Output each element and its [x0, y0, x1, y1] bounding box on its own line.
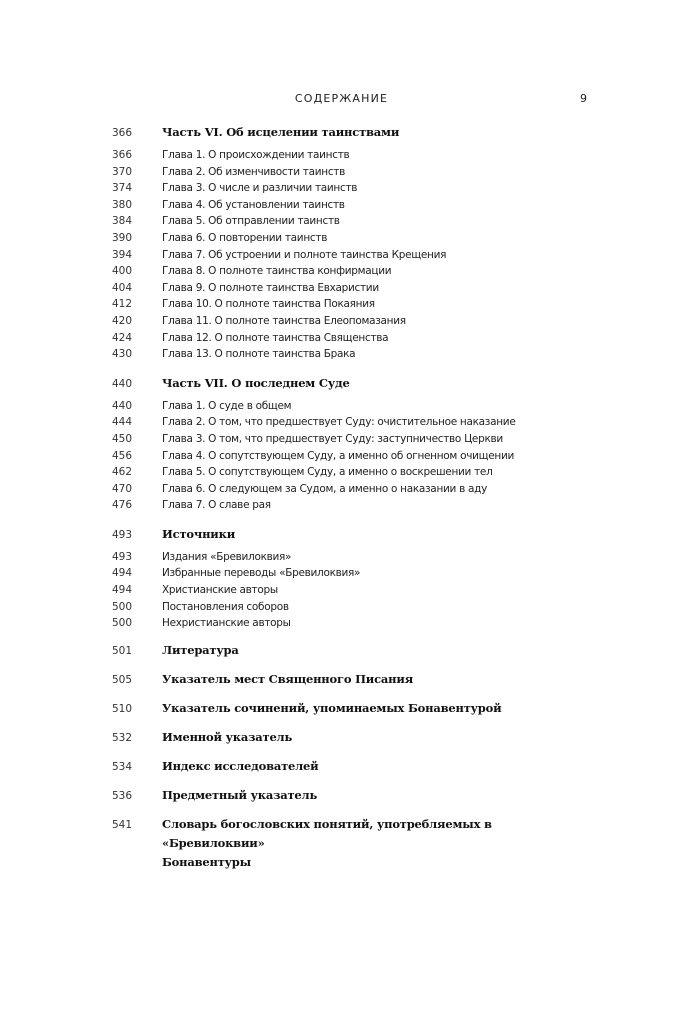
- toc-chapter-title: Нехристианские авторы: [162, 617, 291, 630]
- toc-appendix-title-continuation: Бонавентуры: [162, 854, 251, 869]
- toc-chapter-entry: [112, 565, 592, 582]
- toc-page-number: 390: [112, 231, 133, 244]
- toc-chapter-title: Глава 3. О том, что предшествует Суду: заступничество Церкви: [162, 432, 503, 445]
- toc-chapter-entry: [112, 230, 592, 247]
- toc-page-number: 384: [112, 215, 133, 228]
- toc-chapter-entry: [112, 497, 592, 514]
- toc-chapter-title: Глава 13. О полноте таинства Брака: [162, 348, 356, 361]
- toc-chapter-title: Глава 1. О суде в общем: [162, 399, 292, 412]
- toc-page-number: 462: [112, 466, 133, 479]
- toc-chapter-title: Глава 5. Об отправлении таинств: [162, 215, 340, 228]
- toc-page-number: 366: [112, 149, 133, 161]
- toc-part-title: Часть VII. О последнем Суде: [162, 375, 350, 390]
- toc-chapter-entry: [112, 330, 592, 347]
- toc-page-number: 505: [112, 673, 133, 686]
- toc-page-number: 493: [112, 528, 133, 541]
- toc-appendix-title-block: [162, 815, 592, 872]
- toc-page-number: 424: [112, 331, 133, 344]
- chapter-list: [112, 549, 592, 632]
- toc-appendix-entry: [112, 786, 592, 806]
- toc-chapter-entry: [112, 263, 592, 280]
- toc-appendix-entry: [112, 641, 592, 661]
- toc-page-number: 494: [112, 584, 133, 597]
- toc-chapter-title: Глава 2. О том, что предшествует Суду: очистительное наказание: [162, 416, 516, 429]
- toc-part-entry: [112, 525, 592, 545]
- toc-chapter-title: Глава 4. О сопутствующем Суду, а именно об огненном очищении: [162, 449, 514, 462]
- toc-chapter-entry: [112, 346, 592, 363]
- toc-chapter-title: Глава 7. О славе рая: [162, 499, 271, 512]
- toc-page-number: 394: [112, 248, 133, 261]
- toc-part-title: Часть VI. Об исцелении таинствами: [162, 125, 400, 139]
- toc-appendix-entry: [112, 670, 592, 690]
- toc-chapter-title: Христианские авторы: [162, 584, 278, 597]
- chapter-list: [112, 147, 592, 363]
- toc-appendix-title: Литература: [162, 642, 239, 657]
- toc-chapter-entry: [112, 414, 592, 431]
- running-header-title: СОДЕРЖАНИЕ: [294, 92, 389, 105]
- toc-chapter-entry: [112, 296, 592, 313]
- toc-chapter-title: Глава 7. Об устроении и полноте таинства Крещения: [162, 248, 447, 261]
- toc-page-number: 380: [112, 198, 133, 211]
- toc-chapter-entry: [112, 431, 592, 448]
- toc-chapter-title: Глава 1. О происхождении таинств: [162, 149, 350, 161]
- toc-page-number: 374: [112, 182, 133, 195]
- toc-chapter-title: Глава 8. О полноте таинства конфирмации: [162, 265, 392, 278]
- toc-appendix-title: Словарь богословских понятий, употребляемых в «Бревилоквии»: [162, 816, 492, 850]
- toc-chapter-title: Глава 10. О полноте таинства Покаяния: [162, 298, 375, 311]
- toc-appendix-entry: [112, 728, 592, 748]
- toc-chapter-entry: [112, 280, 592, 297]
- toc-page-number: 494: [112, 567, 133, 580]
- toc-page-number: 541: [112, 818, 133, 831]
- toc-chapter-title: Постановления соборов: [162, 600, 289, 613]
- toc-page-number: 510: [112, 702, 133, 715]
- toc-page-number: 400: [112, 265, 133, 278]
- toc-chapter-entry: [112, 481, 592, 498]
- toc-chapter-entry: [112, 180, 592, 197]
- toc-chapter-entry: [112, 313, 592, 330]
- toc-chapter-entry: [112, 147, 592, 164]
- toc-page-number: 370: [112, 165, 133, 178]
- toc-appendix-title: Индекс исследователей: [162, 758, 319, 773]
- toc-chapter-title: Глава 3. О числе и различии таинств: [162, 182, 358, 195]
- toc-page-number: 501: [112, 644, 133, 657]
- toc-page-number: 500: [112, 600, 133, 613]
- toc-page-number: 450: [112, 432, 133, 445]
- toc-page-number: 456: [112, 449, 133, 462]
- page-number: 9: [580, 92, 587, 105]
- toc-chapter-title: Избранные переводы «Бревилоквия»: [162, 567, 361, 580]
- toc-part-title: Источники: [162, 526, 236, 541]
- toc-chapter-entry: [112, 582, 592, 599]
- toc-page-number: 412: [112, 298, 133, 311]
- toc-page-number: 532: [112, 731, 133, 744]
- toc-chapter-title: Глава 2. Об изменчивости таинств: [162, 165, 346, 178]
- toc-chapter-entry: [112, 448, 592, 465]
- toc-appendix-entry: [112, 757, 592, 777]
- toc-chapter-title: Глава 11. О полноте таинства Елеопомазания: [162, 314, 406, 327]
- toc-appendix-title: Указатель мест Священного Писания: [162, 671, 413, 686]
- chapter-list: [112, 398, 592, 514]
- toc-page-number: 404: [112, 281, 133, 294]
- toc-chapter-entry: [112, 599, 592, 616]
- toc-appendix-title: Указатель сочинений, упоминаемых Бонавентурой: [162, 700, 502, 715]
- toc-page-number: 444: [112, 416, 133, 429]
- toc-chapter-title: Издания «Бревилоквия»: [162, 550, 292, 563]
- toc-chapter-title: Глава 6. О следующем за Судом, а именно о наказании в аду: [162, 482, 488, 495]
- toc-appendix-entry: [112, 815, 592, 872]
- toc-chapter-title: Глава 4. Об установлении таинств: [162, 198, 345, 211]
- toc-page-number: 440: [112, 399, 133, 412]
- toc-chapter-entry: [112, 398, 592, 415]
- appendix-list: [112, 641, 592, 872]
- toc-chapter-title: Глава 9. О полноте таинства Евхаристии: [162, 281, 379, 294]
- toc-chapter-entry: [112, 197, 592, 214]
- toc-page-number: 420: [112, 314, 133, 327]
- toc-page-number: 536: [112, 789, 133, 802]
- toc-page-number: 470: [112, 482, 133, 495]
- table-of-contents: [112, 123, 592, 872]
- toc-chapter-entry: [112, 549, 592, 566]
- toc-part-entry: [112, 374, 592, 394]
- toc-chapter-title: Глава 5. О сопутствующем Суду, а именно о воскрешении тел: [162, 466, 493, 479]
- toc-page-number: 493: [112, 550, 133, 563]
- toc-page-number: 440: [112, 377, 133, 390]
- toc-chapter-title: Глава 12. О полноте таинства Священства: [162, 331, 389, 344]
- toc-chapter-entry: [112, 615, 592, 632]
- toc-page-number: 366: [112, 127, 133, 139]
- toc-appendix-entry: [112, 699, 592, 719]
- toc-chapter-title: Глава 6. О повторении таинств: [162, 231, 328, 244]
- toc-page-number: 476: [112, 499, 133, 512]
- toc-appendix-title: Предметный указатель: [162, 787, 318, 802]
- toc-page-number: 500: [112, 617, 133, 630]
- toc-part-entry: [112, 123, 592, 143]
- toc-chapter-entry: [112, 213, 592, 230]
- toc-chapter-entry: [112, 247, 592, 264]
- toc-chapter-entry: [112, 464, 592, 481]
- toc-appendix-title: Именной указатель: [162, 729, 293, 744]
- toc-page-number: 534: [112, 760, 133, 773]
- toc-page-number: 430: [112, 348, 133, 361]
- toc-chapter-entry: [112, 164, 592, 181]
